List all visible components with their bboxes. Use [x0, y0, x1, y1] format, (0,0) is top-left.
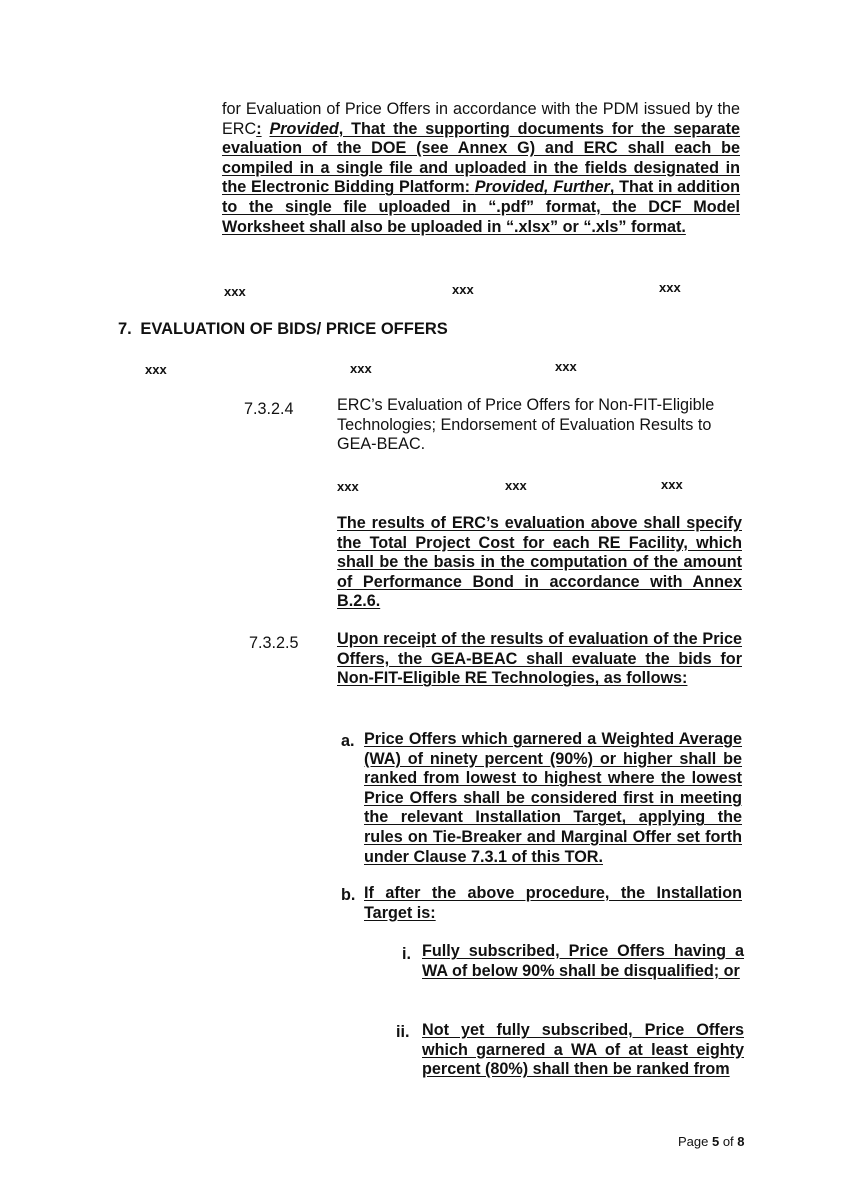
ellipsis-marker: xxx: [659, 280, 681, 295]
intro-paragraph: [222, 100, 740, 237]
list-label: i.: [402, 945, 411, 963]
list-label: a.: [341, 732, 355, 750]
ellipsis-marker: xxx: [224, 284, 246, 299]
clause-text: ERC’s Evaluation of Price Offers for Non-FIT-Eligible Technologies; Endorsement of Evaluation Results to GEA-BEAC.: [337, 396, 715, 454]
ellipsis-marker: xxx: [505, 478, 527, 493]
ellipsis-marker: xxx: [452, 282, 474, 297]
section-title: EVALUATION OF BIDS/ PRICE OFFERS: [140, 320, 448, 338]
clause-number: 7.3.2.4: [244, 400, 294, 418]
ellipsis-marker: xxx: [661, 477, 683, 492]
ellipsis-marker: xxx: [555, 359, 577, 374]
section-heading: [118, 320, 448, 339]
intro-provided: Provided: [269, 119, 339, 138]
list-item-a: Price Offers which garnered a Weighted Average (WA) of ninety percent (90%) or higher shall be ranked from lowest to highest where the lowest Price Offers shall be considered first in meeting the relevant Installation Target, applying the rules on Tie-Breaker and Marginal Offer set forth under Clause 7.3.1 of this TOR.: [364, 730, 742, 866]
page-number: Page 5 of 8: [678, 1134, 745, 1149]
ellipsis-marker: xxx: [145, 362, 167, 377]
list-item-i: Fully subscribed, Price Offers having a WA of below 90% shall be disqualified; or: [422, 942, 744, 980]
clause-number: 7.3.2.5: [249, 634, 299, 652]
intro-plain: for Evaluation of Price Offers in accordance with the PDM issued by the ERC: [222, 100, 740, 138]
ellipsis-marker: xxx: [337, 479, 359, 494]
list-item-ii: Not yet fully subscribed, Price Offers which garnered a WA of at least eighty percent (80%) shall then be ranked from: [422, 1021, 744, 1079]
list-label: b.: [341, 886, 356, 904]
clause-text: Upon receipt of the results of evaluation of the Price Offers, the GEA-BEAC shall evaluate the bids for Non-FIT-Eligible RE Technologies, as follows:: [337, 630, 742, 688]
section-number: 7.: [118, 320, 132, 338]
intro-colon: :: [256, 119, 262, 138]
ellipsis-marker: xxx: [350, 361, 372, 376]
list-label: ii.: [396, 1023, 410, 1041]
intro-rest2: , That in addition to the single file uploaded in “.pdf” format, the DCF Model Worksheet shall also be uploaded in “.xlsx” or “.xls” format.: [222, 178, 741, 236]
intro-rest1: , That the supporting documents for the separate evaluation of the DOE (see Annex G) and ERC shall each be compiled in a single file and uploaded in the fields designated in the Electronic Bidding Platform:: [222, 119, 741, 197]
results-paragraph: The results of ERC’s evaluation above shall specify the Total Project Cost for each RE Facility, which shall be the basis in the computation of the amount of Performance Bond in accordance with Annex B.2.6.: [337, 514, 742, 611]
list-item-b: If after the above procedure, the Installation Target is:: [364, 884, 742, 922]
intro-provided-further: Provided, Further: [474, 178, 610, 197]
